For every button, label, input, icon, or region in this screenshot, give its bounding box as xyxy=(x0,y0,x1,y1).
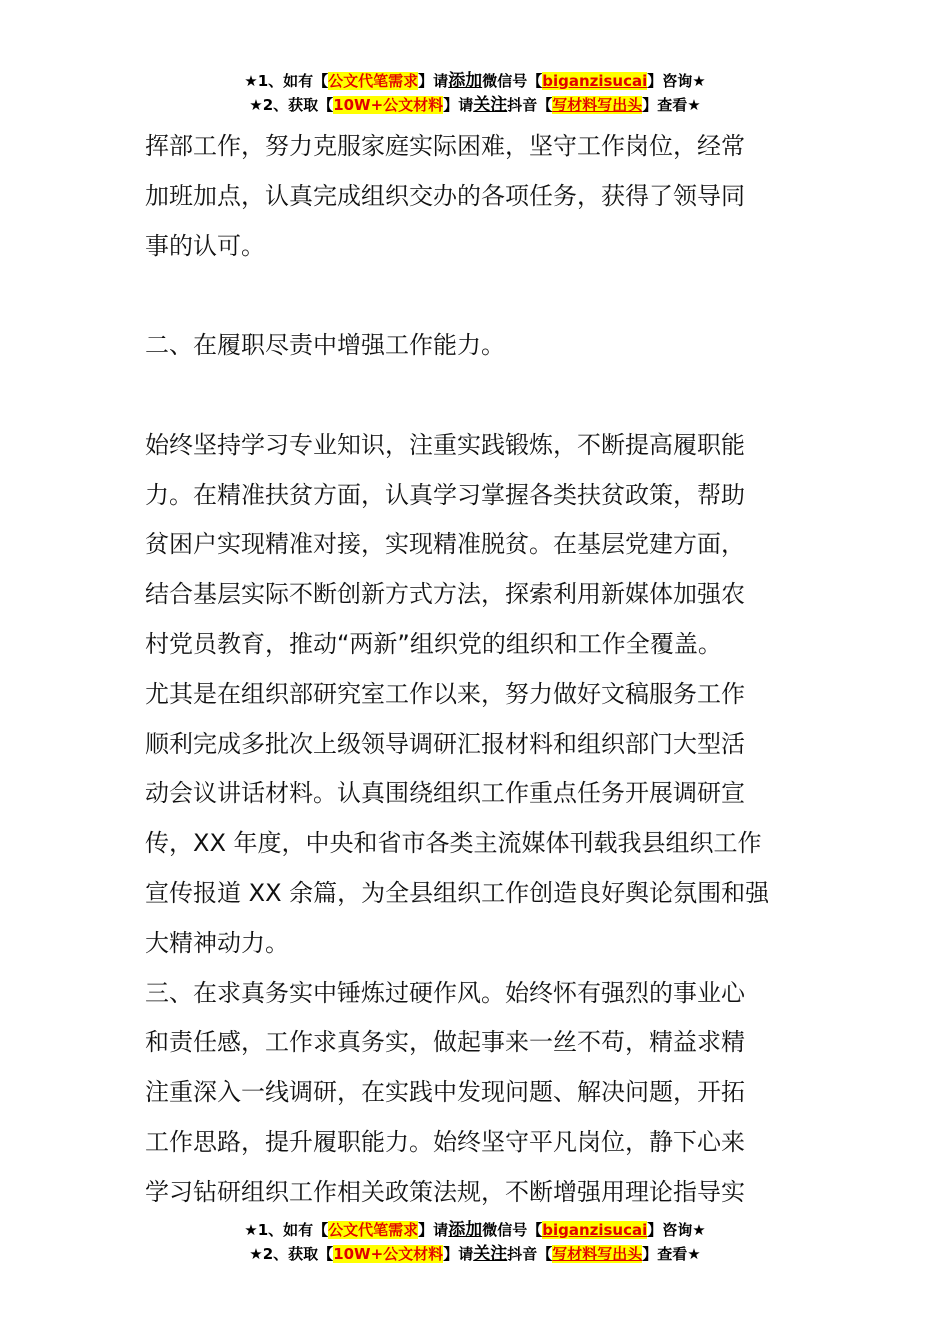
text-line: 事的认可。 xyxy=(145,231,265,260)
text: 】查看★ xyxy=(642,96,701,114)
highlight: 10W+公文材料 xyxy=(333,96,444,114)
text-line: 宣传报道 XX 余篇，为全县组织工作创造良好舆论氛围和强 xyxy=(145,878,770,907)
text-line: 和责任感，工作求真务实，做起事来一丝不苟，精益求精 xyxy=(145,1028,745,1057)
text: 】请 xyxy=(418,1221,449,1239)
text: ★2、获取【 xyxy=(249,96,334,114)
emphasis: 关注 xyxy=(473,1244,508,1264)
highlight: 公文代笔需求 xyxy=(328,72,419,90)
douyin-id: 写材料写出头 xyxy=(552,1245,643,1263)
text: 】咨询★ xyxy=(647,1221,706,1239)
text: 抖音【 xyxy=(507,96,553,114)
text-line: 贫困户实现精准对接，实现精准脱贫。在基层党建方面， xyxy=(145,530,745,559)
text-line: 学习钻研组织工作相关政策法规，不断增强用理论指导实 xyxy=(145,1177,745,1206)
text: ★1、如有【 xyxy=(244,1221,329,1239)
text-line: 结合基层实际不断创新方式方法，探索利用新媒体加强农 xyxy=(145,580,745,609)
wechat-id: biganzisucai xyxy=(542,1221,648,1239)
text: 】咨询★ xyxy=(647,72,706,90)
emphasis: 添加 xyxy=(448,71,483,91)
banner-line-2 xyxy=(0,1242,950,1266)
text: 微信号【 xyxy=(482,72,543,90)
document-body xyxy=(145,122,825,1218)
emphasis: 关注 xyxy=(473,95,508,115)
text-line: 传，XX 年度，中央和省市各类主流媒体刊载我县组织工作 xyxy=(145,829,762,858)
text-line: 始终坚持学习专业知识，注重实践锻炼，不断提高履职能 xyxy=(145,430,745,459)
text-line: 挥部工作，努力克服家庭实际困难，坚守工作岗位，经常 xyxy=(145,132,745,160)
text: 微信号【 xyxy=(482,1221,543,1239)
text: 】请 xyxy=(443,1245,474,1263)
text: 】请 xyxy=(443,96,474,114)
douyin-id: 写材料写出头 xyxy=(552,96,643,114)
text-line: 顺利完成多批次上级领导调研汇报材料和组织部门大型活 xyxy=(145,729,745,758)
text-line: 工作思路，提升履职能力。始终坚守平凡岗位，静下心来 xyxy=(145,1127,745,1156)
blank-line xyxy=(145,371,825,421)
text-line: 大精神动力。 xyxy=(145,928,289,957)
text: 】请 xyxy=(418,72,449,90)
text: 】查看★ xyxy=(642,1245,701,1263)
footer-banner xyxy=(0,1218,950,1266)
text-line: 尤其是在组织部研究室工作以来，努力做好文稿服务工作 xyxy=(145,679,745,708)
text: ★2、获取【 xyxy=(249,1245,334,1263)
text-line: 三、在求真务实中锤炼过硬作风。始终怀有强烈的事业心 xyxy=(145,978,745,1007)
banner-line-1 xyxy=(0,69,950,93)
blank-line xyxy=(145,271,825,321)
text-line: 村党员教育，推动“两新”组织党的组织和工作全覆盖。 xyxy=(145,629,722,658)
highlight: 公文代笔需求 xyxy=(328,1221,419,1239)
banner-line-1 xyxy=(0,1218,950,1242)
text: 抖音【 xyxy=(507,1245,553,1263)
wechat-id: biganzisucai xyxy=(542,72,648,90)
emphasis: 添加 xyxy=(448,1220,483,1240)
text-line: 二、在履职尽责中增强工作能力。 xyxy=(145,331,505,360)
banner-line-2 xyxy=(0,93,950,117)
text: ★1、如有【 xyxy=(244,72,329,90)
text-line: 加班加点，认真完成组织交办的各项任务，获得了领导同 xyxy=(145,181,745,210)
text-line: 力。在精准扶贫方面，认真学习掌握各类扶贫政策，帮助 xyxy=(145,480,745,509)
text-line: 注重深入一线调研，在实践中发现问题、解决问题，开拓 xyxy=(145,1078,745,1107)
text-line: 动会议讲话材料。认真围绕组织工作重点任务开展调研宣 xyxy=(145,779,745,808)
header-banner xyxy=(0,69,950,117)
highlight: 10W+公文材料 xyxy=(333,1245,444,1263)
